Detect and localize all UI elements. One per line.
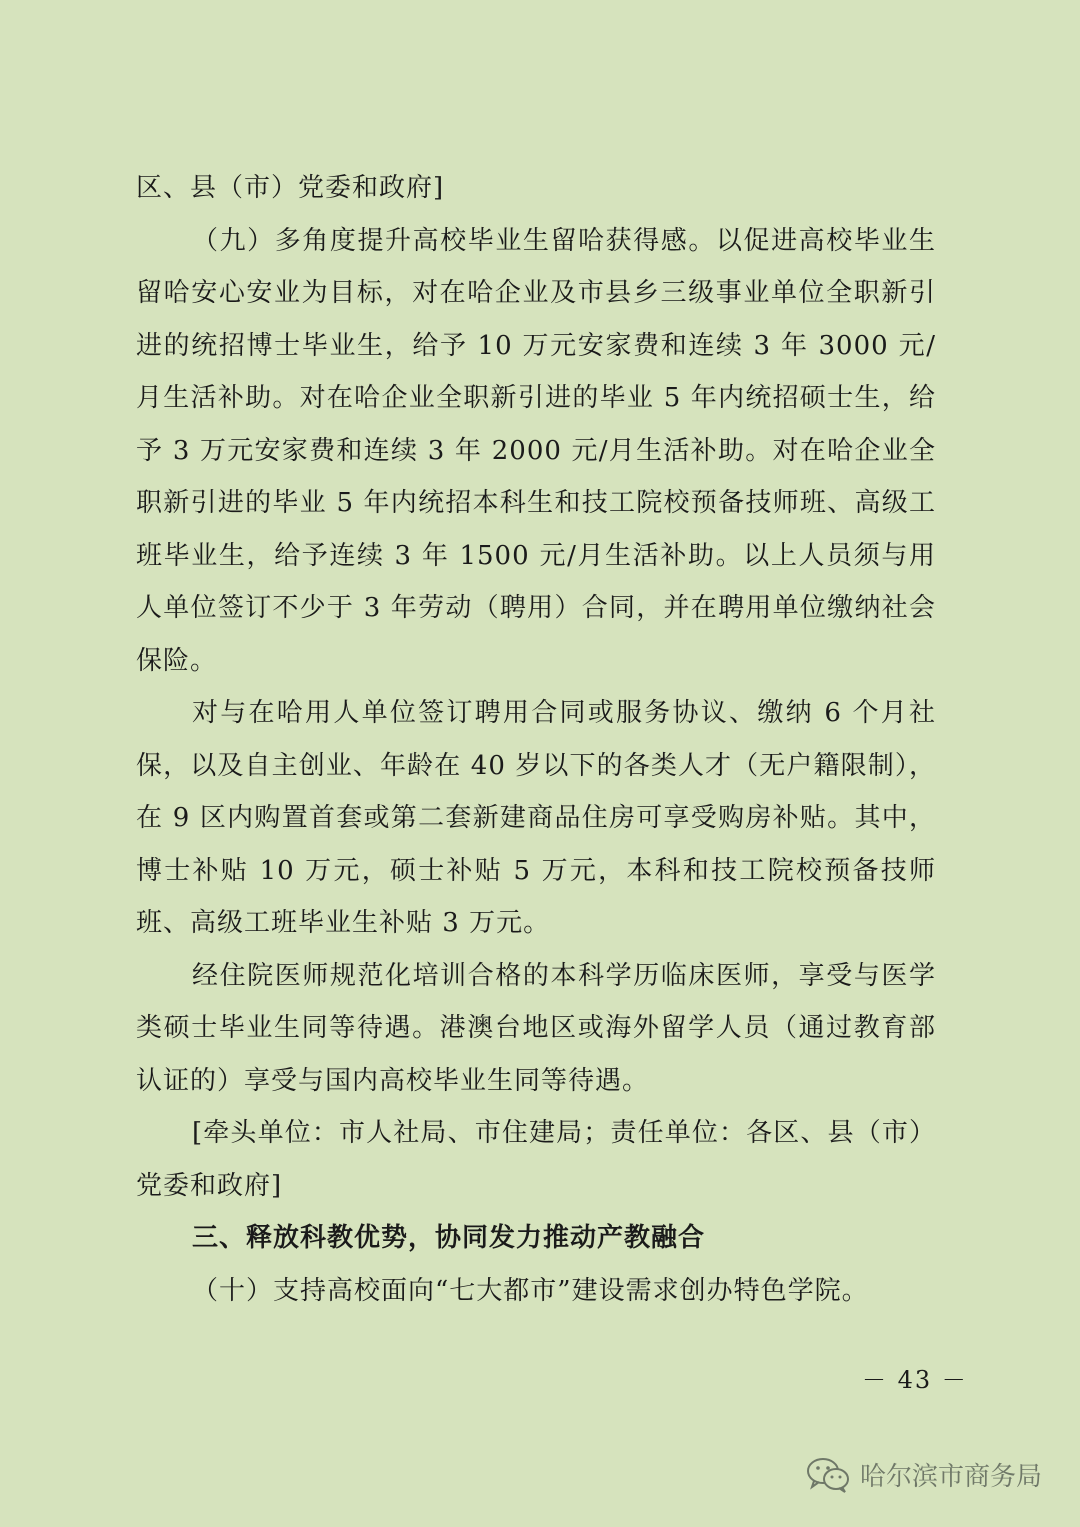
section-heading: 三、释放科教优势，协同发力推动产教融合 (192, 1223, 706, 1253)
paragraph-continuation: 区、县（市）党委和政府] (136, 173, 445, 203)
document-body (136, 162, 936, 1317)
watermark-label: 哈尔滨市商务局 (860, 1462, 1043, 1492)
paragraph-item-9: （九）多角度提升高校毕业生留哈获得感。以促进高校毕业生留哈安心安业为目标，对在哈企业及市县乡三级事业单位全职新引进的统招博士毕业生，给予 10 万元安家费和连续 3 年 3000 元/月生活补助。对在哈企业全职新引进的毕业 5 年内统招硕士生，给予 3 万元安家费和连续 3 年 2000 元/月生活补助。对在哈企业全职新引进的毕业 5 年内统招本科生和技工院校预备技师班、高级工班毕业生，给予连续 3 年 1500 元/月生活补助。以上人员须与用人单位签订不少于 3 年劳动（聘用）合同，并在聘用单位缴纳社会保险。 (136, 225, 936, 676)
page-number: － 43 － (862, 1366, 968, 1394)
paragraph-equal-treatment: 经住院医师规范化培训合格的本科学历临床医师，享受与医学类硕士毕业生同等待遇。港澳台地区或海外留学人员（通过教育部认证的）享受与国内高校毕业生同等待遇。 (136, 960, 936, 1096)
wechat-icon (806, 1457, 850, 1493)
paragraph-item-10: （十）支持高校面向“七大都市”建设需求创办特色学院。 (192, 1275, 869, 1306)
paragraph-housing-subsidy: 对与在哈用人单位签订聘用合同或服务协议、缴纳 6 个月社保，以及自主创业、年龄在 40 岁以下的各类人才（无户籍限制），在 9 区内购置首套或第二套新建商品住房可享受购房补贴。其中，博士补贴 10 万元，硕士补贴 5 万元，本科和技工院校预备技师班、高级工班毕业生补贴 3 万元。 (136, 698, 936, 938)
paragraph-responsible-units: [牵头单位：市人社局、市住建局；责任单位：各区、县（市）党委和政府] (136, 1118, 936, 1201)
watermark (806, 1456, 1042, 1493)
